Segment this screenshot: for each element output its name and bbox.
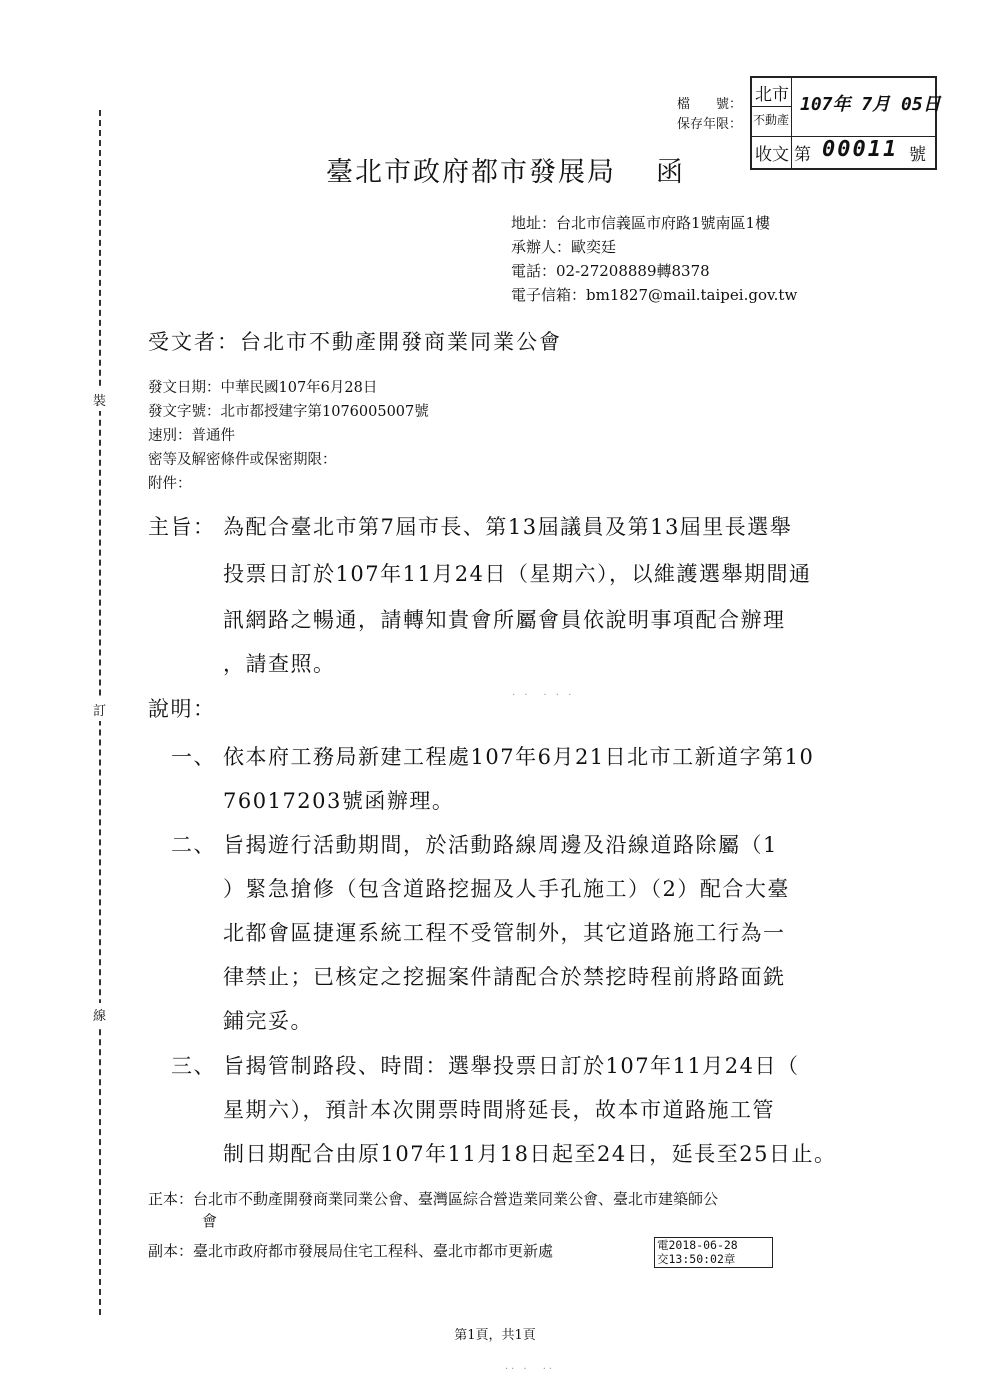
contact-address: 地址：台北市信義區市府路1號南區1樓 bbox=[511, 214, 771, 232]
cc-copies bbox=[148, 1240, 553, 1262]
item-number: 三、 bbox=[171, 1054, 216, 1078]
stamp-date: 107年 7月 05日 bbox=[800, 94, 941, 115]
file-number-label: 檔 號： bbox=[676, 97, 742, 112]
item-line: 旨揭遊行活動期間，於活動路線周邊及沿線道路除屬（1 bbox=[223, 833, 778, 857]
electronic-exchange-stamp bbox=[654, 1237, 773, 1268]
item-line: 星期六），預計本次開票時間將延長，故本市道路施工管 bbox=[223, 1098, 775, 1122]
stamp-serial-suffix: 號 bbox=[909, 145, 926, 165]
original-recipients-cont: 會 bbox=[202, 1212, 218, 1230]
document-meta bbox=[148, 376, 429, 496]
contact-email: 電子信箱：bm1827@mail.taipei.gov.tw bbox=[511, 286, 798, 304]
item-line: 依本府工務局新建工程處107年6月21日北市工新道字第10 bbox=[223, 745, 815, 769]
subject-line: 為配合臺北市第7屆市長、第13屆議員及第13屆里長選舉 bbox=[223, 515, 793, 539]
cc-label: 副本： bbox=[148, 1242, 194, 1260]
stamp-serial-number: 00011 bbox=[822, 137, 899, 162]
explanation-label: 說明： bbox=[148, 697, 216, 721]
e-stamp-line2: 交13:50:02章 bbox=[657, 1252, 736, 1266]
subject-line: ，請查照。 bbox=[223, 652, 336, 676]
attachment: 附件： bbox=[148, 476, 192, 492]
item-line: 律禁止；已核定之挖掘案件請配合於禁挖時程前將路面銑 bbox=[223, 965, 786, 989]
item-number: 一、 bbox=[171, 745, 216, 769]
item-line: 76017203號函辦理。 bbox=[223, 789, 455, 813]
stamp-serial-prefix: 第 bbox=[794, 145, 811, 165]
filing-labels bbox=[652, 95, 742, 135]
subject-label: 主旨： bbox=[148, 515, 216, 539]
secrecy-level: 密等及解密條件或保密期限： bbox=[148, 452, 337, 468]
document-type: 函 bbox=[656, 157, 685, 188]
keep-years-label: 保存年限： bbox=[676, 117, 742, 132]
stamp-org: 不動產 bbox=[753, 113, 790, 127]
contact-block bbox=[511, 211, 797, 307]
recipient: 受文者：台北市不動產開發商業同業公會 bbox=[148, 330, 562, 354]
original-copies bbox=[148, 1188, 718, 1232]
binding-mark-zhuang: 裝 bbox=[93, 388, 106, 411]
subject-line: 訊網路之暢通，請轉知貴會所屬會員依說明事項配合辦理 bbox=[223, 608, 786, 632]
item-line: ）緊急搶修（包含道路挖掘及人手孔施工）（2）配合大臺 bbox=[223, 877, 790, 901]
agency-name: 臺北市政府都市發展局 bbox=[326, 157, 616, 188]
item-line: 北都會區捷運系統工程不受管制外，其它道路施工行為一 bbox=[223, 921, 786, 945]
original-label: 正本： bbox=[148, 1190, 194, 1208]
stamp-recv: 收文 bbox=[755, 145, 789, 165]
binding-mark-xian: 線 bbox=[93, 1003, 106, 1026]
receipt-stamp bbox=[750, 76, 941, 170]
contact-handler: 承辦人：歐奕廷 bbox=[511, 238, 617, 256]
issue-date: 發文日期：中華民國107年6月28日 bbox=[148, 380, 378, 396]
item-number: 二、 bbox=[171, 833, 216, 857]
cc-recipients: 臺北市政府都市發展局住宅工程科、臺北市都市更新處 bbox=[193, 1242, 554, 1260]
item-line: 旨揭管制路段、時間：選舉投票日訂於107年11月24日（ bbox=[223, 1054, 800, 1078]
item-line: 制日期配合由原107年11月18日起至24日，延長至25日止。 bbox=[223, 1142, 837, 1166]
e-stamp-line1: 電2018-06-28 bbox=[657, 1238, 738, 1252]
contact-phone: 電話：02-27208889轉8378 bbox=[511, 262, 710, 280]
original-recipients: 台北市不動產開發商業同業公會、臺灣區綜合營造業同業公會、臺北市建築師公 bbox=[193, 1190, 719, 1208]
binding-mark-ding: 訂 bbox=[93, 698, 106, 721]
speed-class: 速別：普通件 bbox=[148, 428, 235, 444]
document-title bbox=[326, 150, 685, 189]
stamp-city: 北市 bbox=[755, 85, 789, 105]
subject-line: 投票日訂於107年11月24日（星期六），以維護選舉期間通 bbox=[223, 562, 812, 586]
page-number: 第1頁，共1頁 bbox=[454, 1328, 536, 1343]
item-line: 鋪完妥。 bbox=[223, 1009, 313, 1033]
issue-number: 發文字號：北市都授建字第1076005007號 bbox=[148, 404, 429, 420]
